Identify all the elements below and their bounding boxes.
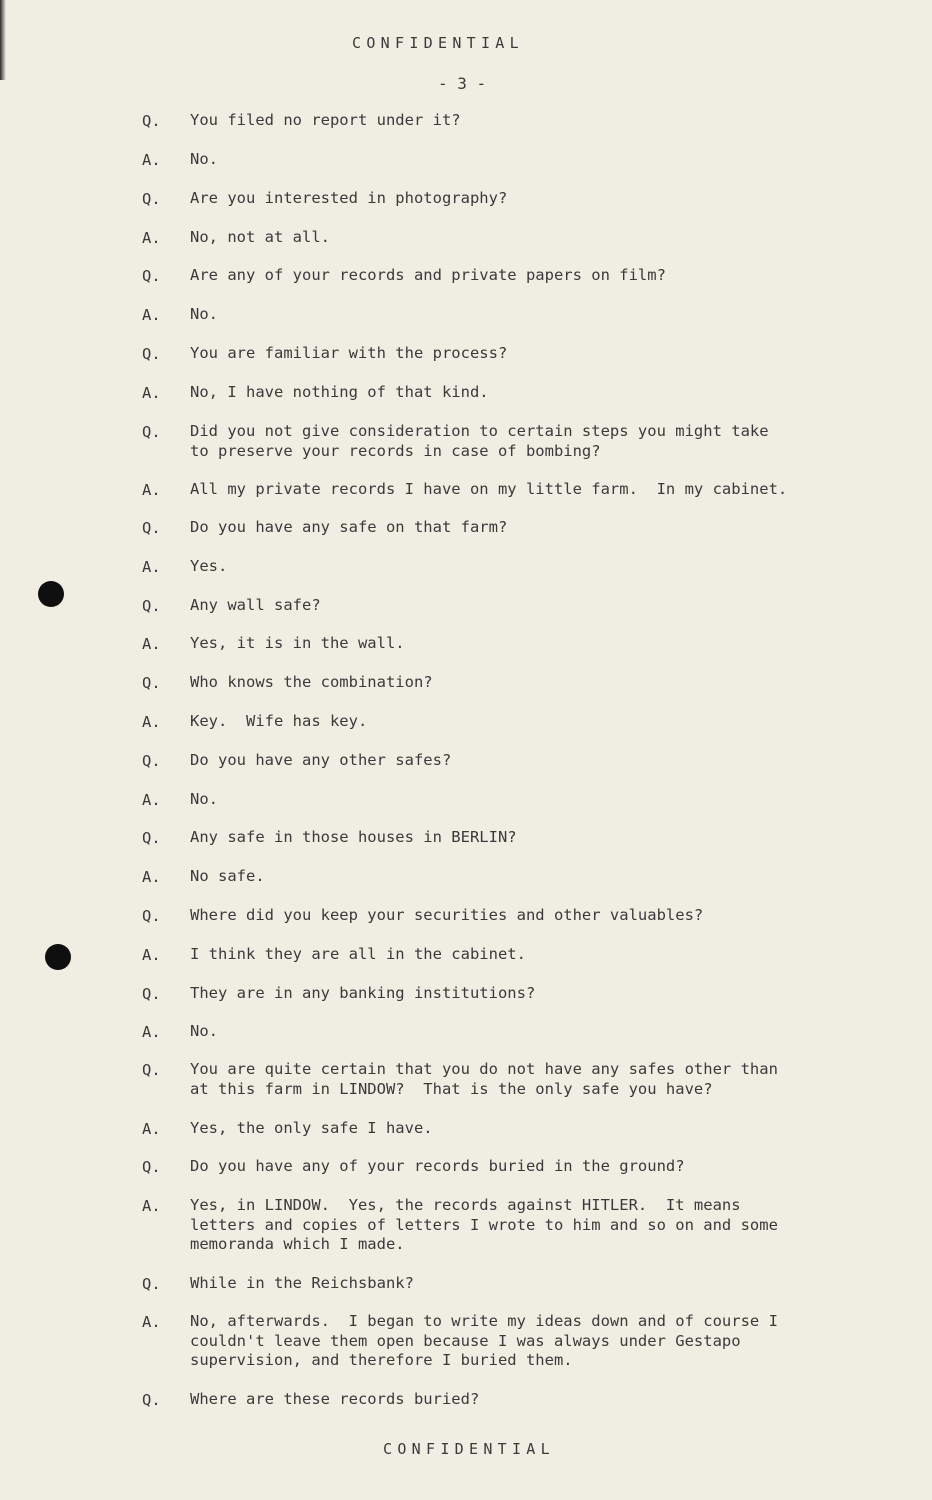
speaker-label: A.: [142, 635, 161, 653]
entry-text: Do you have any of your records buried in the ground?: [190, 1157, 685, 1175]
entry-text: Where are these records buried?: [190, 1390, 480, 1408]
speaker-label: A.: [142, 481, 161, 499]
entry-text: Any safe in those houses in BERLIN?: [190, 828, 517, 846]
speaker-label: A.: [142, 151, 161, 169]
entry-text: Who knows the combination?: [190, 673, 433, 691]
entry-text: No.: [190, 150, 218, 168]
entry-text: They are in any banking institutions?: [190, 984, 536, 1002]
speaker-label: A.: [142, 1120, 161, 1138]
speaker-label: A.: [142, 229, 161, 247]
entry-text: I think they are all in the cabinet.: [190, 945, 526, 963]
speaker-label: A.: [142, 1313, 161, 1331]
entry-text: Did you not give consideration to certain steps you might take to preserve your records in case of bombing?: [190, 422, 769, 460]
speaker-label: Q.: [142, 1061, 161, 1079]
entry-text: No safe.: [190, 867, 265, 885]
speaker-label: Q.: [142, 985, 161, 1003]
entry-text: Yes, it is in the wall.: [190, 634, 405, 652]
speaker-label: A.: [142, 868, 161, 886]
entry-text: No.: [190, 790, 218, 808]
speaker-label: A.: [142, 384, 161, 402]
speaker-label: Q.: [142, 267, 161, 285]
speaker-label: Q.: [142, 752, 161, 770]
speaker-label: A.: [142, 1197, 161, 1215]
speaker-label: A.: [142, 1023, 161, 1041]
entry-text: Any wall safe?: [190, 596, 321, 614]
entry-text: Are you interested in photography?: [190, 189, 508, 207]
speaker-label: Q.: [142, 829, 161, 847]
entry-text: Yes.: [190, 557, 228, 575]
speaker-label: Q.: [142, 674, 161, 692]
entry-text: Do you have any safe on that farm?: [190, 518, 508, 536]
speaker-label: A.: [142, 713, 161, 731]
entry-text: No, afterwards. I began to write my ideas down and of course I couldn't leave them open because I was always under Gestapo supervision, and therefore I buried them.: [190, 1312, 778, 1370]
entry-text: Are any of your records and private papers on film?: [190, 266, 666, 284]
entry-text: Do you have any other safes?: [190, 751, 452, 769]
entry-text: All my private records I have on my little farm. In my cabinet.: [190, 480, 788, 498]
entry-text: While in the Reichsbank?: [190, 1274, 414, 1292]
speaker-label: Q.: [142, 345, 161, 363]
speaker-label: Q.: [142, 1275, 161, 1293]
speaker-label: A.: [142, 558, 161, 576]
entry-text: Yes, the only safe I have.: [190, 1119, 433, 1137]
page-number: - 3 -: [438, 74, 487, 93]
speaker-label: Q.: [142, 907, 161, 925]
speaker-label: A.: [142, 306, 161, 324]
entry-text: No.: [190, 305, 218, 323]
speaker-label: Q.: [142, 423, 161, 441]
footer-classification: CONFIDENTIAL: [383, 1440, 555, 1458]
speaker-label: A.: [142, 946, 161, 964]
speaker-label: Q.: [142, 519, 161, 537]
entry-text: You are familiar with the process?: [190, 344, 508, 362]
speaker-label: Q.: [142, 1391, 161, 1409]
entry-text: You filed no report under it?: [190, 111, 461, 129]
speaker-label: A.: [142, 791, 161, 809]
entry-text: Where did you keep your securities and other valuables?: [190, 906, 704, 924]
entry-text: No, not at all.: [190, 228, 330, 246]
entry-text: You are quite certain that you do not have any safes other than at this farm in LINDOW? That is the only safe you have?: [190, 1060, 778, 1098]
header-classification: CONFIDENTIAL: [352, 34, 524, 52]
entry-text: Yes, in LINDOW. Yes, the records against HITLER. It means letters and copies of letters I wrote to him and so on and some memoranda which I made.: [190, 1196, 778, 1254]
entry-text: Key. Wife has key.: [190, 712, 368, 730]
entry-text: No, I have nothing of that kind.: [190, 383, 489, 401]
speaker-label: Q.: [142, 112, 161, 130]
speaker-label: Q.: [142, 1158, 161, 1176]
entry-text: No.: [190, 1022, 218, 1040]
speaker-label: Q.: [142, 597, 161, 615]
speaker-label: Q.: [142, 190, 161, 208]
